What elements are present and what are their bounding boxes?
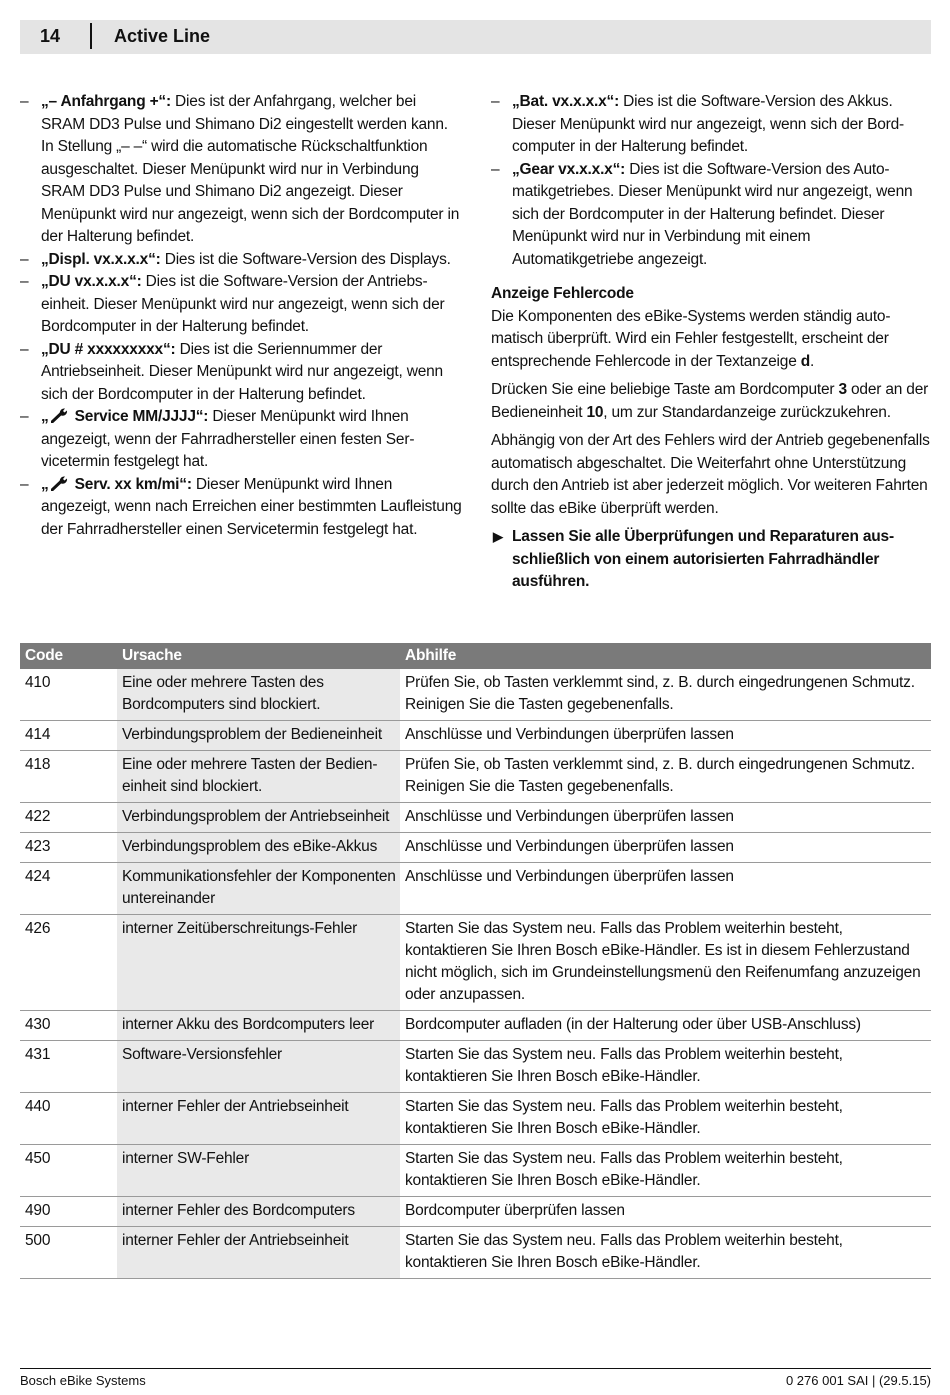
remedy-cell: Starten Sie das System neu. Falls das Problem weiterhin besteht, kontaktieren Sie Ihren Bosch eBike-Händler. bbox=[400, 1041, 931, 1093]
section-heading: Anzeige Fehlercode bbox=[491, 285, 634, 302]
code-cell: 418 bbox=[20, 751, 117, 803]
remedy-cell: Anschlüsse und Verbindungen überprüfen lassen bbox=[400, 803, 931, 833]
cause-cell: interner SW-Fehler bbox=[117, 1145, 400, 1197]
list-item: – „DU vx.x.x.x“: Dies ist die Software-Version der Antriebseinheit. Dieser Menüpunkt wird nur angezeigt, wenn sich der Bordcomputer in der Halterung befindet. bbox=[20, 273, 445, 335]
footer-document-id: 0 276 001 SAI | (29.5.15) bbox=[785, 1373, 931, 1388]
table-row bbox=[20, 721, 931, 751]
action-instruction: ▶ Lassen Sie alle Überprüfungen und Reparaturen ausschließlich von einem autorisierten Fahrradhändler ausführen. bbox=[493, 528, 895, 590]
code-cell: 410 bbox=[20, 669, 117, 721]
paragraph: Abhängig von der Art des Fehlers wird der Antrieb gegebenenfalls automatisch abgeschaltet. Die Weiterfahrt ohne Unterstützung durch den Antrieb ist aber jederzeit möglich. Vor weiteren Fahrten sollte das eBike überprüft werden. bbox=[491, 432, 930, 517]
list-item: – „– Anfahrgang +“: Dies ist der Anfahrgang, welcher bei SRAM DD3 Pulse und Shimano Di2 eingestellt werden kann. In Stellung „– –“ wird die automatische Rückschaltfunktion ausgeschaltet. Dieser Menüpunkt wird nur in Verbindung SRAM DD3 Pulse und Shimano Di2 angezeigt. Dieser Menüpunkt wird nur angezeigt, wenn sich der Bordcomputer in der Halterung befindet. bbox=[20, 93, 460, 245]
cause-cell: Verbindungsproblem der Bedieneinheit bbox=[117, 721, 400, 751]
list-item: – „ Service MM/JJJJ“: Dieser Menüpunkt wird Ihnen angezeigt, wenn der Fahrradhersteller einen festen Servicetermin festgelegt hat. bbox=[20, 408, 415, 470]
code-cell: 430 bbox=[20, 1011, 117, 1041]
column-header-remedy: Abhilfe bbox=[400, 643, 931, 669]
code-cell: 424 bbox=[20, 863, 117, 915]
code-cell: 423 bbox=[20, 833, 117, 863]
cause-cell: interner Fehler des Bordcomputers bbox=[117, 1197, 400, 1227]
code-cell: 440 bbox=[20, 1093, 117, 1145]
remedy-cell: Starten Sie das System neu. Falls das Problem weiterhin besteht, kontaktieren Sie Ihren Bosch eBike-Händler. bbox=[400, 1093, 931, 1145]
cause-cell: interner Akku des Bordcomputers leer bbox=[117, 1011, 400, 1041]
remedy-cell: Bordcomputer aufladen (in der Halterung oder über USB-Anschluss) bbox=[400, 1011, 931, 1041]
paragraph: Drücken Sie eine beliebige Taste am Bordcomputer 3 oder an der Bedieneinheit 10, um zur Standardanzeige zurückzukehren. bbox=[491, 381, 929, 421]
table-row bbox=[20, 1227, 931, 1279]
table-row bbox=[20, 669, 931, 721]
list-item: – „Displ. vx.x.x.x“: Dies ist die Software-Version des Displays. bbox=[20, 250, 451, 268]
table-row bbox=[20, 1093, 931, 1145]
action-arrow-icon: ▶ bbox=[493, 529, 503, 544]
column-header-code: Code bbox=[20, 643, 117, 669]
remedy-cell: Anschlüsse und Verbindungen überprüfen lassen bbox=[400, 833, 931, 863]
table-row bbox=[20, 863, 931, 915]
list-item: – „DU # xxxxxxxxx“: Dies ist die Seriennummer der Antriebseinheit. Dieser Menüpunkt wird nur angezeigt, wenn sich der Bordcomputer in der Halterung befindet. bbox=[20, 340, 443, 403]
remedy-cell: Bordcomputer überprüfen lassen bbox=[400, 1197, 931, 1227]
wrench-icon bbox=[51, 475, 69, 491]
table-row bbox=[20, 751, 931, 803]
table-row bbox=[20, 803, 931, 833]
remedy-cell: Prüfen Sie, ob Tasten verklemmt sind, z. B. durch eingedrungenen Schmutz. Reinigen Sie die Tasten gegebenenfalls. bbox=[400, 669, 931, 721]
table-row bbox=[20, 1011, 931, 1041]
cause-cell: interner Fehler der Antriebseinheit bbox=[117, 1227, 400, 1279]
remedy-cell: Prüfen Sie, ob Tasten verklemmt sind, z. B. durch eingedrungenen Schmutz. Reinigen Sie die Tasten gegebenenfalls. bbox=[400, 751, 931, 803]
code-cell: 500 bbox=[20, 1227, 117, 1279]
remedy-cell: Starten Sie das System neu. Falls das Problem weiterhin besteht, kontaktieren Sie Ihren Bosch eBike-Händler. bbox=[400, 1145, 931, 1197]
page-number: 14 bbox=[40, 26, 61, 46]
table-header-row bbox=[20, 643, 931, 669]
paragraph: Die Komponenten des eBike-Systems werden ständig automatisch überprüft. Wird ein Fehler festgestellt, erscheint der entsprechende Fehlercode in der Textanzeige d. bbox=[491, 307, 891, 370]
header-divider bbox=[90, 23, 92, 49]
cause-cell: interner Zeitüberschreitungs-Fehler bbox=[117, 915, 400, 1011]
error-code-table bbox=[20, 643, 931, 1279]
table-row bbox=[20, 915, 931, 1011]
right-column bbox=[491, 91, 931, 594]
cause-cell: Software-Versionsfehler bbox=[117, 1041, 400, 1093]
table-row bbox=[20, 1145, 931, 1197]
remedy-cell: Anschlüsse und Verbindungen überprüfen lassen bbox=[400, 721, 931, 751]
footer-divider bbox=[20, 1368, 931, 1369]
code-cell: 490 bbox=[20, 1197, 117, 1227]
code-cell: 414 bbox=[20, 721, 117, 751]
cause-cell: Verbindungsproblem der Antriebseinheit bbox=[117, 803, 400, 833]
code-cell: 431 bbox=[20, 1041, 117, 1093]
table-row bbox=[20, 1197, 931, 1227]
table-row bbox=[20, 1041, 931, 1093]
wrench-icon bbox=[51, 407, 69, 423]
code-cell: 450 bbox=[20, 1145, 117, 1197]
page-title: Active Line bbox=[114, 26, 211, 46]
list-item: – „Gear vx.x.x.x“: Dies ist die Software-Version des Automatikgetriebes. Dieser Menüpunkt wird nur angezeigt, wenn sich der Bordcomputer in der Halterung befindet. Dieser Menüpunkt wird nur in Verbindung mit einem Automatikgetriebe angezeigt. bbox=[491, 160, 913, 268]
column-header-cause: Ursache bbox=[117, 643, 400, 669]
cause-cell: Kommunikationsfehler der Komponenten untereinander bbox=[117, 863, 400, 915]
code-cell: 422 bbox=[20, 803, 117, 833]
remedy-cell: Starten Sie das System neu. Falls das Problem weiterhin besteht, kontaktieren Sie Ihren Bosch eBike-Händler. Es ist in diesem Fehlerzustand nicht möglich, sich im Grundeinstellungsmenü den Reifenumfang anzuzeigen oder anzupassen. bbox=[400, 915, 931, 1011]
remedy-cell: Anschlüsse und Verbindungen überprüfen lassen bbox=[400, 863, 931, 915]
cause-cell: Verbindungsproblem des eBike-Akkus bbox=[117, 833, 400, 863]
remedy-cell: Starten Sie das System neu. Falls das Problem weiterhin besteht, kontaktieren Sie Ihren Bosch eBike-Händler. bbox=[400, 1227, 931, 1279]
code-cell: 426 bbox=[20, 915, 117, 1011]
list-item: – „ Serv. xx km/mi“: Dieser Menüpunkt wird Ihnen angezeigt, wenn nach Erreichen einer bestimmten Laufleistung der Fahrradhersteller einen Servicetermin festgelegt hat. bbox=[20, 475, 462, 538]
cause-cell: Eine oder mehrere Tasten der Bedieneinheit sind blockiert. bbox=[117, 751, 400, 803]
list-item: – „Bat. vx.x.x.x“: Dies ist die Software-Version des Akkus. Dieser Menüpunkt wird nur angezeigt, wenn sich der Bordcomputer in der Halterung befindet. bbox=[491, 93, 905, 155]
table-row bbox=[20, 833, 931, 863]
cause-cell: Eine oder mehrere Tasten des Bordcomputers sind blockiert. bbox=[117, 669, 400, 721]
footer-publisher: Bosch eBike Systems bbox=[20, 1373, 146, 1388]
cause-cell: interner Fehler der Antriebseinheit bbox=[117, 1093, 400, 1145]
left-column bbox=[20, 91, 462, 541]
